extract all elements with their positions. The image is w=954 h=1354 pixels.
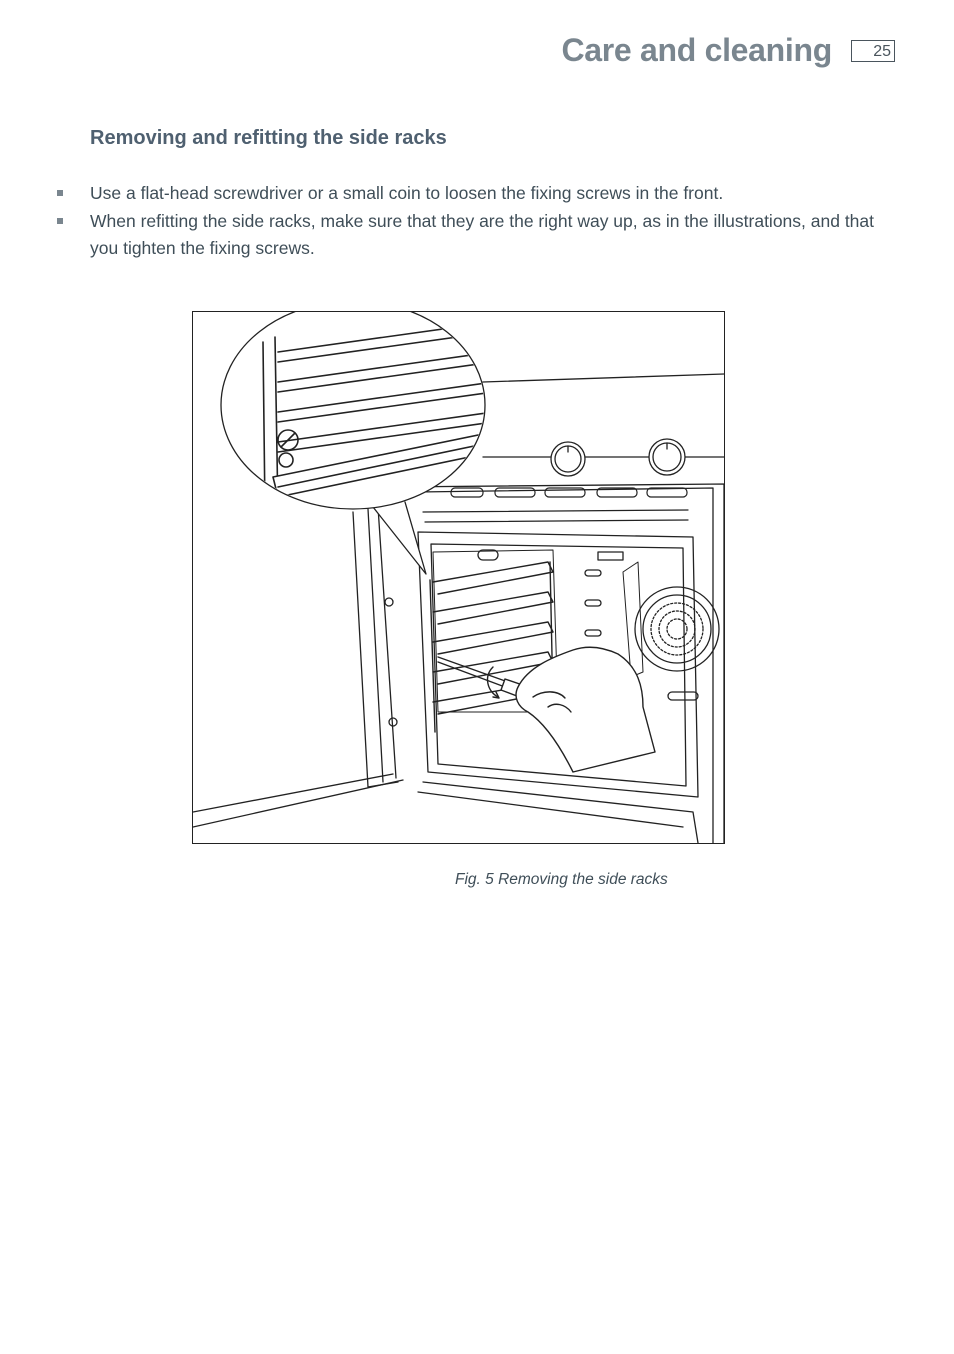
page-title: Care and cleaning <box>561 32 832 68</box>
instruction-list <box>57 180 907 263</box>
control-knob-icon <box>551 442 585 476</box>
control-knob-icon <box>649 439 685 475</box>
floor-line-1 <box>193 774 393 812</box>
oven-side-rack-illustration <box>192 311 725 844</box>
section-heading: Removing and refitting the side racks <box>90 127 447 149</box>
door-screw-icon <box>385 598 393 606</box>
hand-icon <box>516 647 655 772</box>
list-item-text: Use a flat-head screwdriver or a small coin to loosen the fixing screws in the front. <box>90 183 724 203</box>
list-item <box>57 180 907 208</box>
list-item <box>57 208 907 263</box>
vent-slots <box>423 488 688 522</box>
page-number: 25 <box>851 40 895 62</box>
magnified-detail-callout <box>221 312 493 574</box>
cabinet-top-line <box>483 374 724 382</box>
bullet-square-icon <box>57 218 63 224</box>
bullet-square-icon <box>57 190 63 196</box>
fan-grille-icon <box>635 587 719 671</box>
list-item-text: When refitting the side racks, make sure that they are the right way up, as in the illustrations, and that you tighten the fixing screws. <box>90 210 875 258</box>
figure-caption: Fig. 5 Removing the side racks <box>455 871 668 888</box>
